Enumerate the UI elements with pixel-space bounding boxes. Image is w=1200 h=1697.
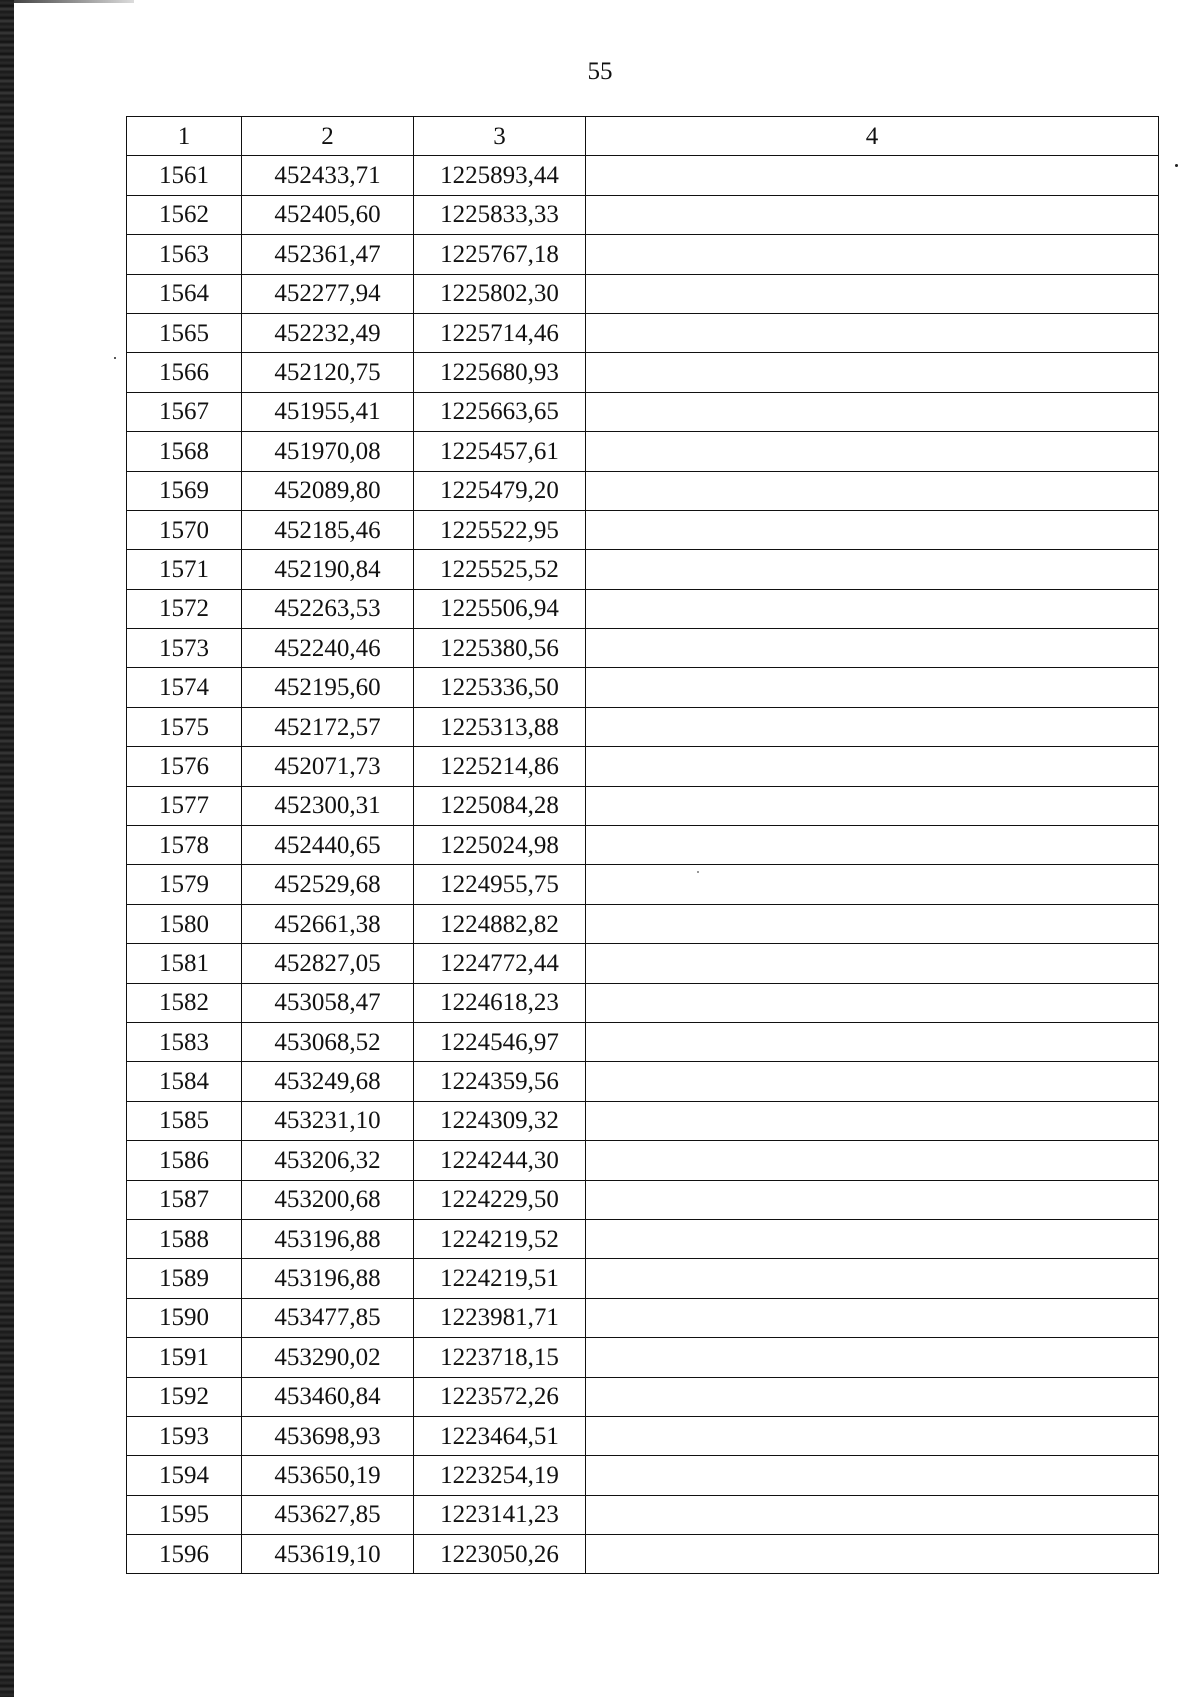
column-header: 2 bbox=[242, 117, 414, 156]
table-row bbox=[127, 944, 1159, 983]
table-cell: 1570 bbox=[127, 510, 242, 549]
table-cell bbox=[586, 1416, 1159, 1455]
table-cell: 451970,08 bbox=[242, 432, 414, 471]
table-cell: 1225767,18 bbox=[414, 235, 586, 274]
table-cell: 1225802,30 bbox=[414, 274, 586, 313]
table-row bbox=[127, 313, 1159, 352]
table-cell: 1223464,51 bbox=[414, 1416, 586, 1455]
table-cell: 452827,05 bbox=[242, 944, 414, 983]
table-cell: 1224772,44 bbox=[414, 944, 586, 983]
table-row bbox=[127, 1495, 1159, 1534]
table-cell: 1224309,32 bbox=[414, 1101, 586, 1140]
table-row bbox=[127, 1456, 1159, 1495]
table-cell: 1224229,50 bbox=[414, 1180, 586, 1219]
table-cell: 1576 bbox=[127, 747, 242, 786]
table-cell: 1562 bbox=[127, 195, 242, 234]
table-cell: 1223572,26 bbox=[414, 1377, 586, 1416]
table-cell bbox=[586, 432, 1159, 471]
table-cell: 452089,80 bbox=[242, 471, 414, 510]
table-cell bbox=[586, 668, 1159, 707]
table-cell: 453477,85 bbox=[242, 1298, 414, 1337]
table-cell: 1223050,26 bbox=[414, 1535, 586, 1574]
table-cell: 1574 bbox=[127, 668, 242, 707]
table-cell bbox=[586, 589, 1159, 628]
table-cell: 1225663,65 bbox=[414, 392, 586, 431]
scan-speck bbox=[1175, 164, 1178, 167]
table-row bbox=[127, 195, 1159, 234]
table-row bbox=[127, 589, 1159, 628]
table-cell bbox=[586, 195, 1159, 234]
table-cell: 1571 bbox=[127, 550, 242, 589]
table-cell: 1223254,19 bbox=[414, 1456, 586, 1495]
table-cell: 453231,10 bbox=[242, 1101, 414, 1140]
table-cell: 452263,53 bbox=[242, 589, 414, 628]
table-cell: 1225714,46 bbox=[414, 313, 586, 352]
table-cell bbox=[586, 1298, 1159, 1337]
table-row bbox=[127, 983, 1159, 1022]
table-cell: 1224546,97 bbox=[414, 1022, 586, 1061]
table-cell: 1587 bbox=[127, 1180, 242, 1219]
table-cell: 1581 bbox=[127, 944, 242, 983]
table-cell: 452300,31 bbox=[242, 786, 414, 825]
table-cell: 1225680,93 bbox=[414, 353, 586, 392]
table-cell: 1224618,23 bbox=[414, 983, 586, 1022]
table-row bbox=[127, 274, 1159, 313]
table-cell bbox=[586, 1338, 1159, 1377]
table-cell bbox=[586, 313, 1159, 352]
table-cell: 1223718,15 bbox=[414, 1338, 586, 1377]
table-cell: 1567 bbox=[127, 392, 242, 431]
table-cell: 1590 bbox=[127, 1298, 242, 1337]
table-cell: 1225893,44 bbox=[414, 156, 586, 195]
table-cell: 1565 bbox=[127, 313, 242, 352]
table-cell bbox=[586, 1180, 1159, 1219]
table-cell: 1575 bbox=[127, 707, 242, 746]
table-cell: 452661,38 bbox=[242, 904, 414, 943]
table-row bbox=[127, 826, 1159, 865]
scan-speck bbox=[114, 357, 116, 359]
table-cell: 452277,94 bbox=[242, 274, 414, 313]
table-cell: 1223141,23 bbox=[414, 1495, 586, 1534]
table-cell: 452120,75 bbox=[242, 353, 414, 392]
table-cell: 453206,32 bbox=[242, 1141, 414, 1180]
table-cell: 452433,71 bbox=[242, 156, 414, 195]
table-cell: 453627,85 bbox=[242, 1495, 414, 1534]
table-cell: 1582 bbox=[127, 983, 242, 1022]
table-cell: 1561 bbox=[127, 156, 242, 195]
table-cell: 1588 bbox=[127, 1219, 242, 1258]
table-cell bbox=[586, 550, 1159, 589]
table-cell bbox=[586, 235, 1159, 274]
table-cell bbox=[586, 471, 1159, 510]
table-cell bbox=[586, 1535, 1159, 1574]
table-cell: 452232,49 bbox=[242, 313, 414, 352]
table-row bbox=[127, 1180, 1159, 1219]
table-row bbox=[127, 510, 1159, 549]
table-cell: 1589 bbox=[127, 1259, 242, 1298]
table-cell: 453200,68 bbox=[242, 1180, 414, 1219]
table-cell: 453460,84 bbox=[242, 1377, 414, 1416]
table-row bbox=[127, 1062, 1159, 1101]
table-cell: 452195,60 bbox=[242, 668, 414, 707]
table-cell bbox=[586, 156, 1159, 195]
table-cell bbox=[586, 944, 1159, 983]
table-cell: 1224882,82 bbox=[414, 904, 586, 943]
table-cell: 1564 bbox=[127, 274, 242, 313]
table-cell: 1225024,98 bbox=[414, 826, 586, 865]
table-row bbox=[127, 865, 1159, 904]
column-header: 3 bbox=[414, 117, 586, 156]
table-cell: 1225522,95 bbox=[414, 510, 586, 549]
table-row bbox=[127, 432, 1159, 471]
table-cell bbox=[586, 353, 1159, 392]
table-row bbox=[127, 1022, 1159, 1061]
table-cell bbox=[586, 1062, 1159, 1101]
table-cell: 453196,88 bbox=[242, 1259, 414, 1298]
table-cell: 1225084,28 bbox=[414, 786, 586, 825]
table-cell: 453249,68 bbox=[242, 1062, 414, 1101]
table-cell: 1584 bbox=[127, 1062, 242, 1101]
table-cell bbox=[586, 786, 1159, 825]
table-cell: 452361,47 bbox=[242, 235, 414, 274]
table-cell: 452185,46 bbox=[242, 510, 414, 549]
table-cell: 453068,52 bbox=[242, 1022, 414, 1061]
table-row bbox=[127, 904, 1159, 943]
table-cell bbox=[586, 707, 1159, 746]
table-cell bbox=[586, 1141, 1159, 1180]
page-number: 55 bbox=[587, 58, 613, 85]
table-cell: 1569 bbox=[127, 471, 242, 510]
table-cell: 1225525,52 bbox=[414, 550, 586, 589]
table-cell: 1592 bbox=[127, 1377, 242, 1416]
table-cell: 1595 bbox=[127, 1495, 242, 1534]
table-row bbox=[127, 1338, 1159, 1377]
table-cell: 1224955,75 bbox=[414, 865, 586, 904]
table-cell: 452240,46 bbox=[242, 629, 414, 668]
table-cell bbox=[586, 1259, 1159, 1298]
table-cell: 452071,73 bbox=[242, 747, 414, 786]
table-cell: 1568 bbox=[127, 432, 242, 471]
table-row bbox=[127, 235, 1159, 274]
table-cell bbox=[586, 983, 1159, 1022]
table-cell: 1594 bbox=[127, 1456, 242, 1495]
table-cell: 1596 bbox=[127, 1535, 242, 1574]
table-cell: 1573 bbox=[127, 629, 242, 668]
table-cell: 1566 bbox=[127, 353, 242, 392]
table-cell: 1572 bbox=[127, 589, 242, 628]
column-header: 4 bbox=[586, 117, 1159, 156]
table-cell bbox=[586, 865, 1159, 904]
table-cell bbox=[586, 1022, 1159, 1061]
table-cell bbox=[586, 392, 1159, 431]
table-header-row bbox=[127, 117, 1159, 156]
table-row bbox=[127, 1298, 1159, 1337]
table-cell: 453058,47 bbox=[242, 983, 414, 1022]
table-cell bbox=[586, 1456, 1159, 1495]
table-cell: 1225214,86 bbox=[414, 747, 586, 786]
table-cell: 1585 bbox=[127, 1101, 242, 1140]
table-cell: 452405,60 bbox=[242, 195, 414, 234]
table-row bbox=[127, 1259, 1159, 1298]
table-cell: 1577 bbox=[127, 786, 242, 825]
table-cell: 1223981,71 bbox=[414, 1298, 586, 1337]
column-header: 1 bbox=[127, 117, 242, 156]
table-cell: 1225479,20 bbox=[414, 471, 586, 510]
table-row bbox=[127, 156, 1159, 195]
table-cell bbox=[586, 826, 1159, 865]
table-cell: 452529,68 bbox=[242, 865, 414, 904]
table-cell: 1225313,88 bbox=[414, 707, 586, 746]
table-row bbox=[127, 1219, 1159, 1258]
table-cell bbox=[586, 629, 1159, 668]
table-cell bbox=[586, 510, 1159, 549]
table-row bbox=[127, 629, 1159, 668]
table-cell bbox=[586, 1495, 1159, 1534]
table-row bbox=[127, 707, 1159, 746]
table-cell: 1225336,50 bbox=[414, 668, 586, 707]
table-cell bbox=[586, 904, 1159, 943]
coordinates-table bbox=[126, 116, 1159, 1574]
table-row bbox=[127, 1377, 1159, 1416]
table-row bbox=[127, 353, 1159, 392]
table-cell: 453290,02 bbox=[242, 1338, 414, 1377]
table-cell: 452440,65 bbox=[242, 826, 414, 865]
scan-edge-top-shadow bbox=[14, 0, 134, 3]
table-cell bbox=[586, 747, 1159, 786]
table-cell: 1224244,30 bbox=[414, 1141, 586, 1180]
table-cell: 452190,84 bbox=[242, 550, 414, 589]
table-cell: 453650,19 bbox=[242, 1456, 414, 1495]
table-row bbox=[127, 747, 1159, 786]
table-cell: 1583 bbox=[127, 1022, 242, 1061]
table-row bbox=[127, 550, 1159, 589]
table-row bbox=[127, 668, 1159, 707]
table-row bbox=[127, 786, 1159, 825]
table-cell: 1591 bbox=[127, 1338, 242, 1377]
table-cell: 1579 bbox=[127, 865, 242, 904]
table-cell: 1586 bbox=[127, 1141, 242, 1180]
table-cell: 1224359,56 bbox=[414, 1062, 586, 1101]
table-cell bbox=[586, 274, 1159, 313]
table-cell bbox=[586, 1219, 1159, 1258]
table-cell: 1224219,52 bbox=[414, 1219, 586, 1258]
table-row bbox=[127, 1141, 1159, 1180]
table-row bbox=[127, 1535, 1159, 1574]
table-row bbox=[127, 1416, 1159, 1455]
table-cell: 1225380,56 bbox=[414, 629, 586, 668]
table-cell bbox=[586, 1377, 1159, 1416]
table-cell: 453196,88 bbox=[242, 1219, 414, 1258]
table-cell: 1225506,94 bbox=[414, 589, 586, 628]
scan-edge-shadow bbox=[0, 0, 14, 1697]
table-cell: 452172,57 bbox=[242, 707, 414, 746]
table-cell: 451955,41 bbox=[242, 392, 414, 431]
table-cell: 1563 bbox=[127, 235, 242, 274]
table-row bbox=[127, 1101, 1159, 1140]
table-cell: 453698,93 bbox=[242, 1416, 414, 1455]
table-cell: 453619,10 bbox=[242, 1535, 414, 1574]
table-cell: 1593 bbox=[127, 1416, 242, 1455]
table-cell: 1224219,51 bbox=[414, 1259, 586, 1298]
table-row bbox=[127, 392, 1159, 431]
table-cell: 1578 bbox=[127, 826, 242, 865]
table-cell: 1580 bbox=[127, 904, 242, 943]
table-row bbox=[127, 471, 1159, 510]
table-body bbox=[127, 156, 1159, 1574]
table-cell: 1225457,61 bbox=[414, 432, 586, 471]
table-cell bbox=[586, 1101, 1159, 1140]
table-cell: 1225833,33 bbox=[414, 195, 586, 234]
